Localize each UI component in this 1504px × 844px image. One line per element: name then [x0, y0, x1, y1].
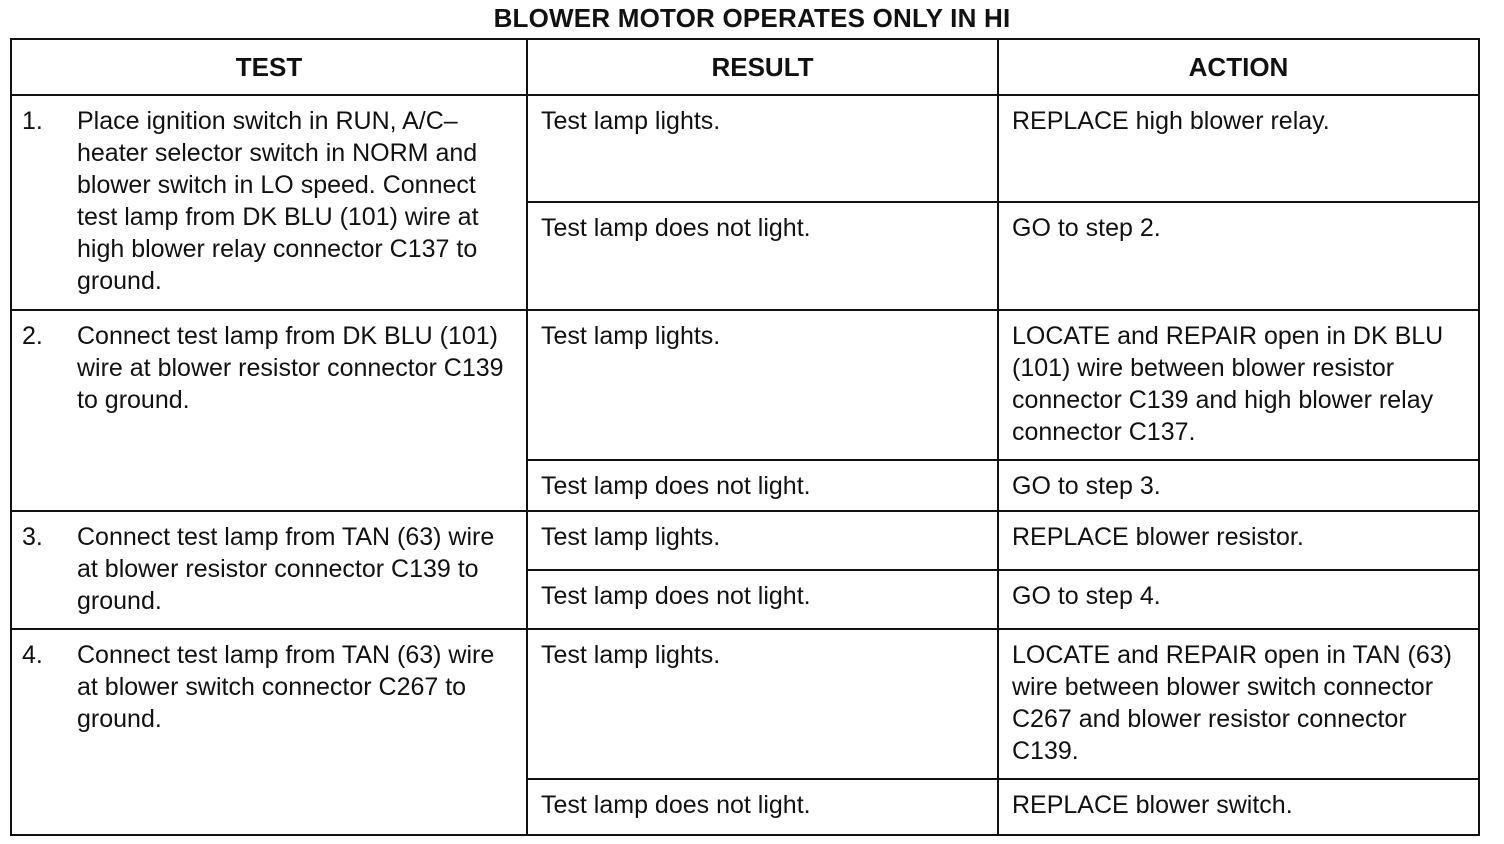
action-text: LOCATE and REPAIR open in TAN (63) wire between blower switch connector C267 and blower resistor connector C139.: [1012, 641, 1453, 765]
result-text: Test lamp does not light.: [541, 472, 811, 500]
action-text: REPLACE blower switch.: [1012, 791, 1293, 819]
action-cell: [998, 570, 1479, 629]
result-text: Test lamp does not light.: [541, 791, 811, 819]
test-cell-step-2: [11, 310, 527, 511]
step-number: 4.: [22, 641, 43, 669]
result-text: Test lamp does not light.: [541, 214, 811, 242]
table-row: [11, 310, 1479, 460]
result-text: Test lamp lights.: [541, 641, 721, 669]
table-row: [11, 629, 1479, 779]
test-cell-step-4: [11, 629, 527, 835]
step-number: 2.: [22, 322, 43, 350]
header-test: TEST: [11, 39, 527, 95]
step-number: 3.: [22, 523, 43, 551]
result-text: Test lamp lights.: [541, 107, 721, 135]
action-cell: [998, 95, 1479, 202]
header-action: ACTION: [998, 39, 1479, 95]
test-cell-step-1: [11, 95, 527, 310]
header-row: [11, 39, 1479, 95]
action-text: REPLACE high blower relay.: [1012, 107, 1330, 135]
result-cell: [527, 511, 998, 570]
result-cell: [527, 460, 998, 511]
result-text: Test lamp lights.: [541, 322, 721, 350]
action-cell: [998, 779, 1479, 835]
result-text: Test lamp does not light.: [541, 582, 811, 610]
action-cell: [998, 511, 1479, 570]
action-cell: [998, 629, 1479, 779]
result-cell: [527, 629, 998, 779]
result-text: Test lamp lights.: [541, 523, 721, 551]
test-cell-step-3: [11, 511, 527, 629]
table-row: [11, 511, 1479, 570]
step-test-text: Connect test lamp from DK BLU (101) wire at blower resistor connector C139 to ground.: [77, 322, 504, 414]
step-test-text: Connect test lamp from TAN (63) wire at blower switch connector C267 to ground.: [77, 641, 495, 733]
header-result: RESULT: [527, 39, 998, 95]
result-cell: [527, 95, 998, 202]
action-text: LOCATE and REPAIR open in DK BLU (101) wire between blower resistor connector C139 and high blower relay connector C137.: [1012, 322, 1444, 446]
action-cell: [998, 202, 1479, 310]
table-row: [11, 95, 1479, 202]
diagnostic-table: [10, 38, 1480, 836]
action-text: GO to step 2.: [1012, 214, 1161, 242]
result-cell: [527, 570, 998, 629]
action-cell: [998, 460, 1479, 511]
step-test-text: Connect test lamp from TAN (63) wire at blower resistor connector C139 to ground.: [77, 523, 495, 615]
step-number: 1.: [22, 107, 43, 135]
action-text: GO to step 3.: [1012, 472, 1161, 500]
step-test-text: Place ignition switch in RUN, A/C–heater selector switch in NORM and blower switch in LO speed. Connect test lamp from DK BLU (101) wire at high blower relay connector C137 to ground.: [77, 107, 479, 295]
document-title: BLOWER MOTOR OPERATES ONLY IN HI: [493, 3, 1011, 33]
action-text: GO to step 4.: [1012, 582, 1161, 610]
action-text: REPLACE blower resistor.: [1012, 523, 1304, 551]
result-cell: [527, 310, 998, 460]
action-cell: [998, 310, 1479, 460]
result-cell: [527, 202, 998, 310]
result-cell: [527, 779, 998, 835]
